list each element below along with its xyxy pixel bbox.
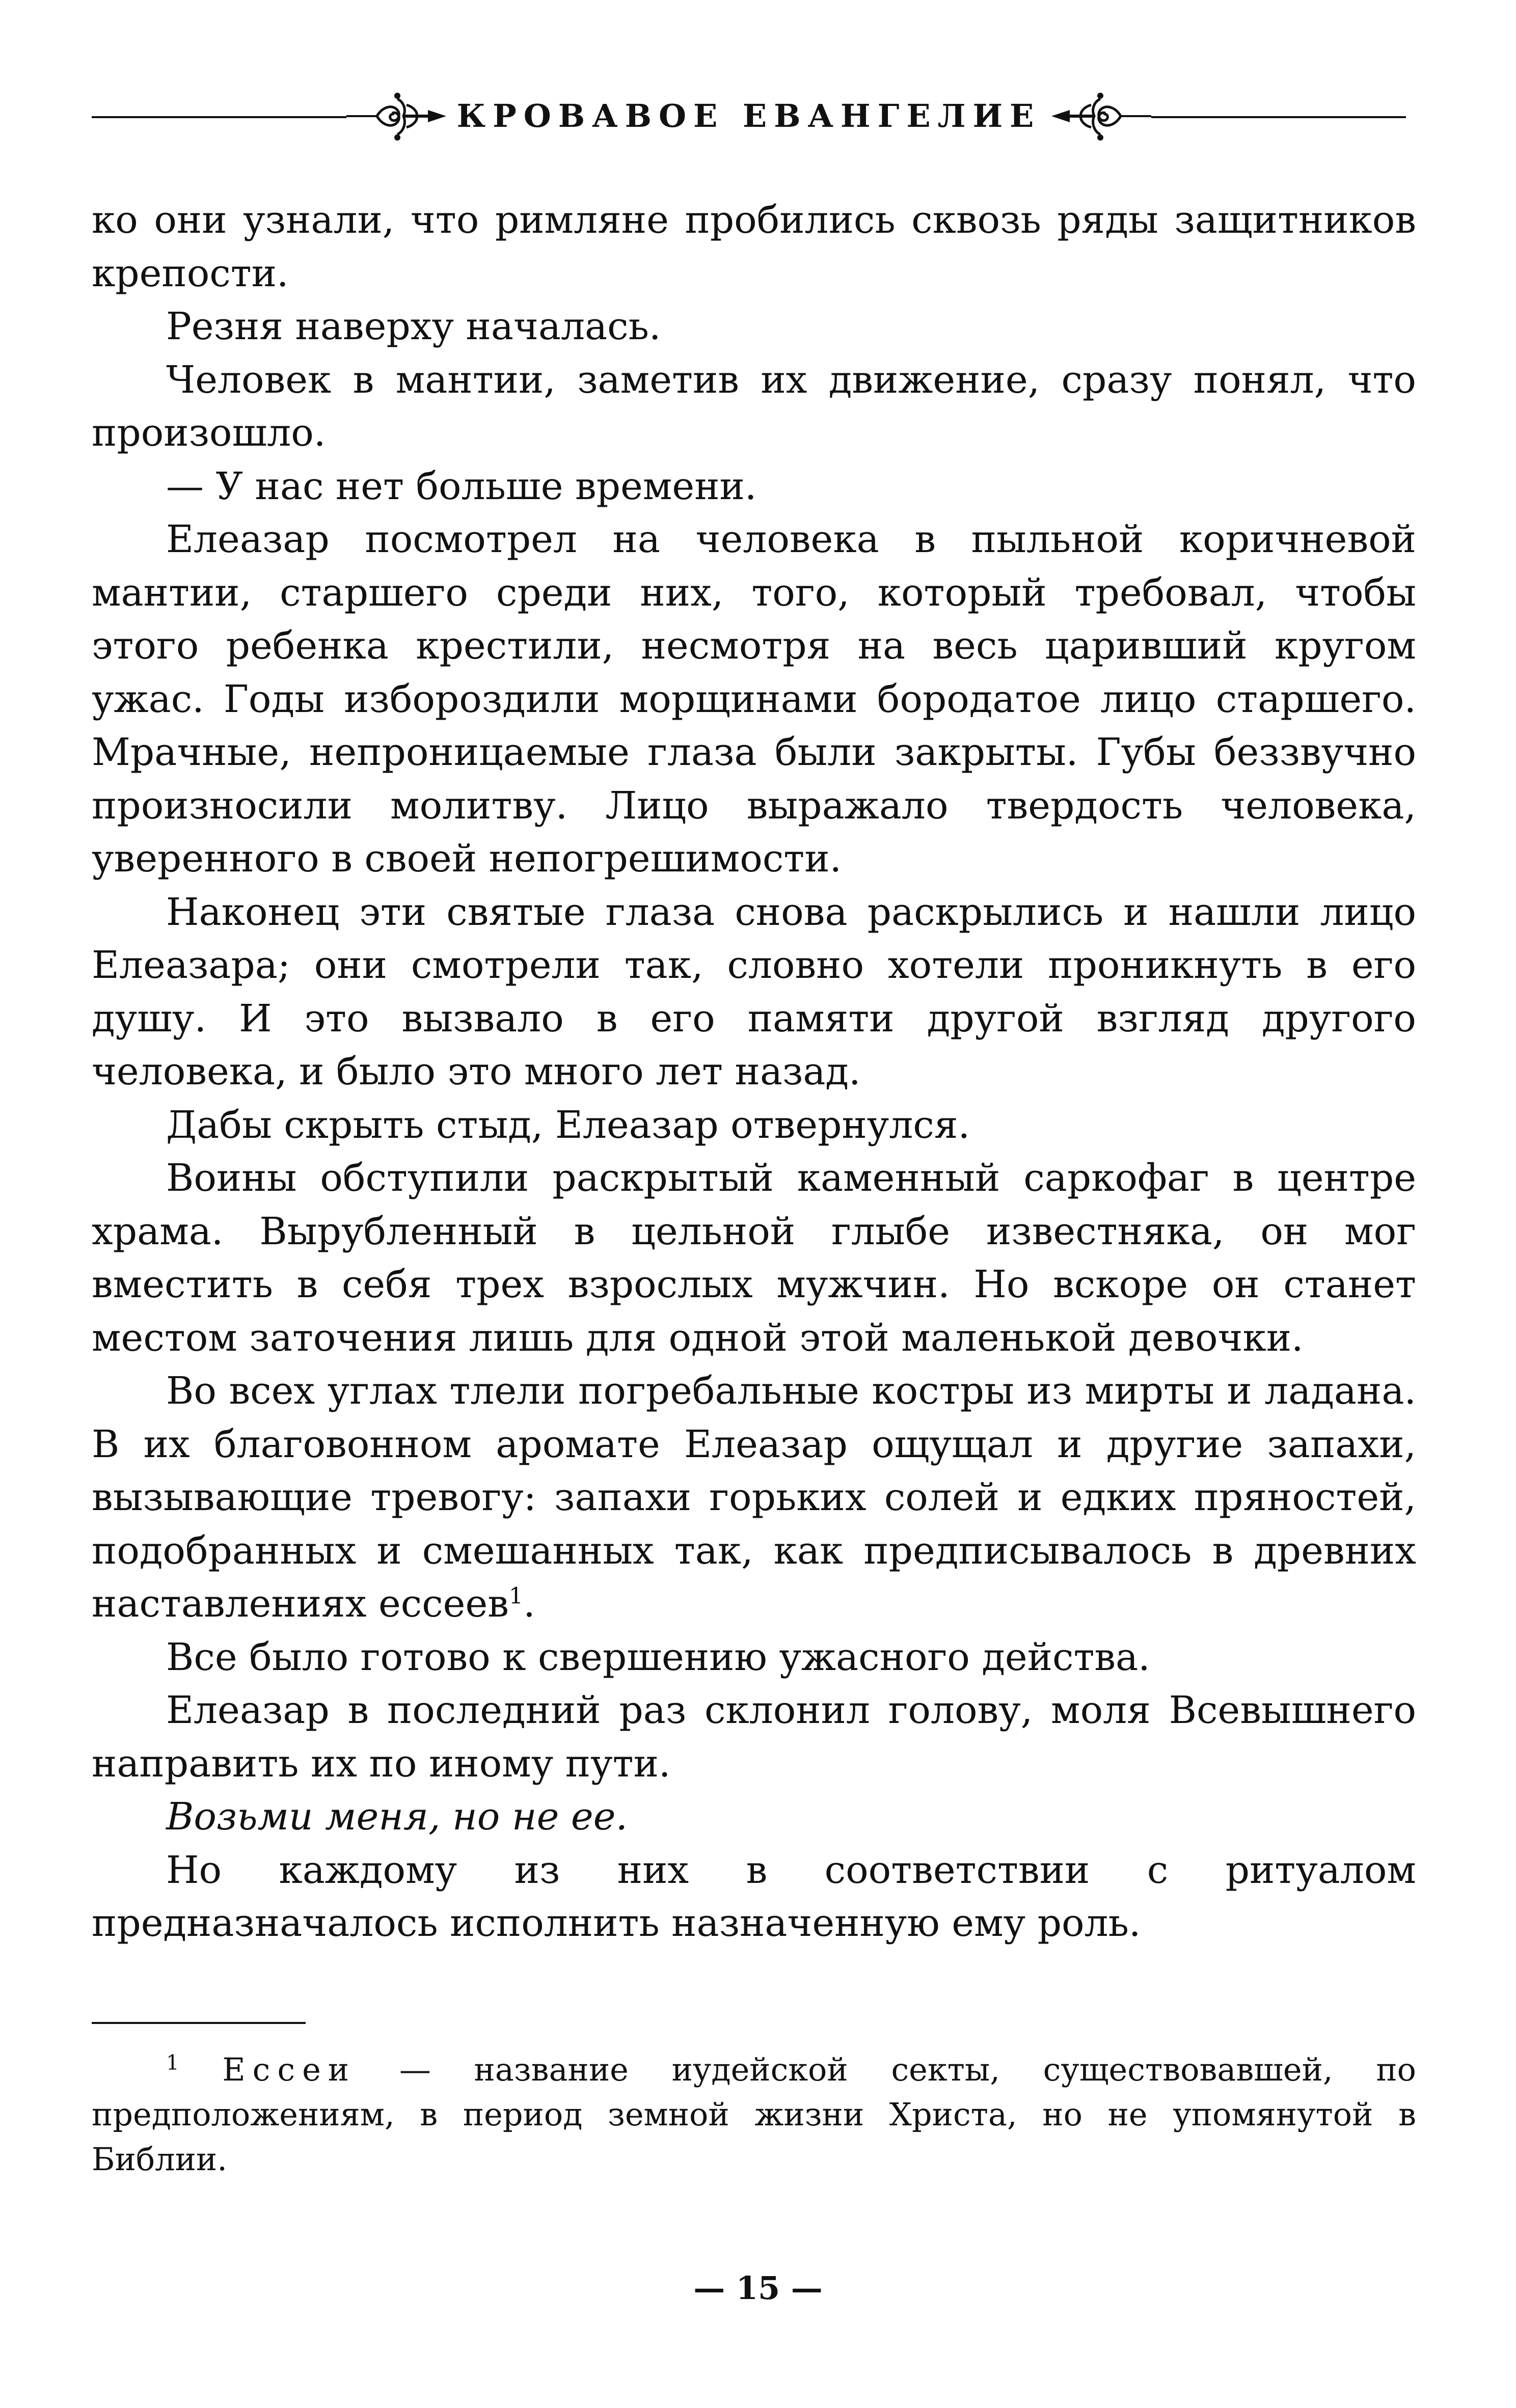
paragraph: ко они узнали, что римляне пробились сквозь ряды защитников крепости. — [92, 198, 1416, 295]
footnote-mark: 1 — [166, 2050, 179, 2075]
running-header — [92, 81, 1406, 153]
paragraph: Наконец эти святые глаза снова раскрылись и нашли лицо Елеазара; они смотрели так, словно хотели проникнуть в его душу. И это вызвало в его памяти другой взгляд другого человека, и было это много лет назад. — [92, 890, 1416, 1093]
paragraph: Но каждому из них в соответствии с ритуалом предназначалось исполнить назначенную ему роль. — [92, 1848, 1416, 1945]
footnote-reference[interactable]: 1 — [508, 1583, 524, 1609]
paragraph: Елеазар в последний раз склонил голову, моля Всевышнего направить их по иному пути. — [92, 1688, 1416, 1786]
header-rule-left — [92, 116, 346, 118]
paragraph: Человек в мантии, заметив их движение, сразу понял, что произошло. — [92, 358, 1416, 455]
header-rule-right — [1151, 116, 1406, 118]
body-text — [92, 194, 1416, 1950]
paragraph-with-note — [92, 1364, 1416, 1631]
paragraph-italic-thought: Возьми меня, но не ее. — [166, 1795, 628, 1839]
footnote-text: — название иудейской секты, существовавшей, по предположениям, в период земной жизни Христа, но не упомянутой в Библии. — [92, 2051, 1416, 2178]
fleuron-ornament-icon — [1049, 87, 1151, 148]
page-number: — 15 — — [693, 2269, 823, 2307]
footnote-term: Ессеи — [222, 2051, 357, 2088]
paragraph: Все было готово к свершению ужасного действа. — [166, 1635, 1150, 1679]
paragraph: Дабы скрыть стыд, Елеазар отвернулся. — [166, 1103, 970, 1147]
paragraph-text: Во всех углах тлели погребальные костры из мирты и ладана. В их благовонном аромате Елеазар ощущал и другие запахи, вызывающие тревогу: запахи горьких солей и едких пряностей, подобранных и смешанных так, как предписывалось в древних наставлениях ессеев — [92, 1369, 1416, 1626]
footnote-separator — [92, 2022, 306, 2024]
footnote — [92, 2047, 1416, 2182]
paragraph: Воины обступили раскрытый каменный саркофаг в центре храма. Вырубленный в цельной глыбе известняка, он мог вместить в себя трех взрослых мужчин. Но вскоре он станет местом заточения лишь для одной этой маленькой девочки. — [92, 1156, 1416, 1360]
paragraph-tail: . — [523, 1582, 535, 1626]
paragraph-dialogue: — У нас нет больше времени. — [166, 464, 757, 508]
running-header-title: КРОВАВОЕ ЕВАНГЕЛИЕ — [456, 97, 1041, 134]
paragraph: Елеазар посмотрел на человека в пыльной коричневой мантии, старшего среди них, того, который требовал, чтобы этого ребенка крестили, несмотря на весь царивший кругом ужас. Годы избороздили морщинами бородатое лицо старшего. Мрачные, непроницаемые глаза были закрыты. Губы беззвучно произносили молитву. Лицо выражало твердость человека, уверенного в своей непогрешимости. — [92, 517, 1416, 881]
fleuron-ornament-icon — [346, 87, 448, 148]
paragraph: Резня наверху началась. — [166, 305, 661, 348]
